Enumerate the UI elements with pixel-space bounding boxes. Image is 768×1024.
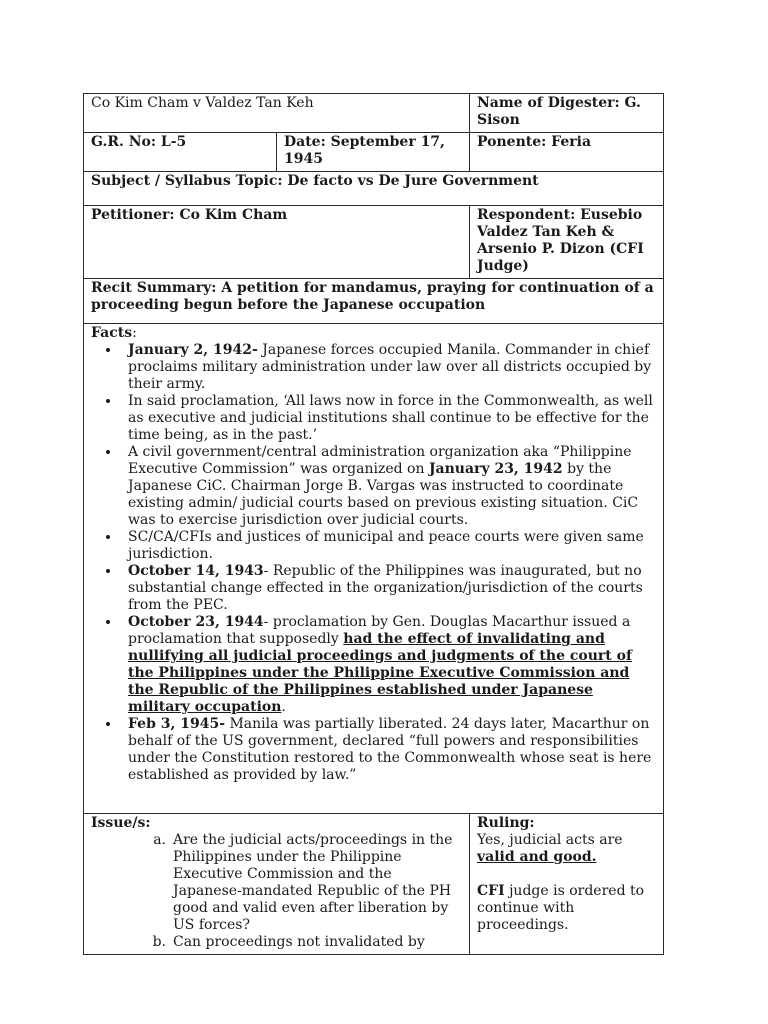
petitioner: Petitioner: Co Kim Cham <box>84 206 470 279</box>
subject-topic: Subject / Syllabus Topic: De facto vs De Jure Government <box>84 172 664 206</box>
issue-item: a. Are the judicial acts/proceedings in the Philippines under the Philippine Executive Commission and the Japanese-mandated Republic of the PH good and valid even after liberation by US forces? <box>153 832 453 933</box>
case-title: Co Kim Cham v Valdez Tan Keh <box>84 94 470 133</box>
facts-heading: Facts: <box>91 325 137 341</box>
issues-heading: Issue/s: <box>91 815 151 831</box>
fact-item: • October 23, 1944- proclamation by Gen. Douglas Macarthur issued a proclamation that supposedly had the effect of invalidating and nullifying all judicial proceedings and judgments of the court of the Philippines under the Philippine Executive Commission and the Republic of the Philippines established under Japanese military occupation. <box>121 614 656 716</box>
issue-item: b. Can proceedings not invalidated by <box>152 934 425 950</box>
ruling-heading: Ruling: <box>477 815 535 831</box>
fact-item: • In said proclamation, ‘All laws now in force in the Commonwealth, as well as executive and judicial institutions shall continue to be effective for the time being, as in the past.’ <box>121 393 656 444</box>
issues-list <box>91 832 462 951</box>
case-digest-table <box>83 93 664 955</box>
digester-name: Name of Digester: G. Sison <box>470 94 664 133</box>
ponente: Ponente: Feria <box>470 133 664 172</box>
case-date: Date: September 17, 1945 <box>277 133 470 172</box>
fact-item: • Feb 3, 1945- Manila was partially liberated. 24 days later, Macarthur on behalf of the US government, declared “full powers and responsibilities under the Constitution restored to the Commonwealth whose seat is here established as provided by law.” <box>121 716 656 784</box>
fact-item: • January 2, 1942- Japanese forces occupied Manila. Commander in chief proclaims military administration under law over all districts occupied by their army. <box>121 342 656 393</box>
ruling-order: CFI judge is ordered to continue with proceedings. <box>477 883 645 933</box>
recit-summary: Recit Summary: A petition for mandamus, praying for continuation of a proceeding begun before the Japanese occupation <box>84 279 664 324</box>
issues-section <box>84 814 470 955</box>
gr-number: G.R. No: L-5 <box>84 133 277 172</box>
ruling-section <box>470 814 664 955</box>
fact-item: • SC/CA/CFIs and justices of municipal and peace courts were given same jurisdiction. <box>121 529 656 563</box>
fact-item: • A civil government/central administration organization aka “Philippine Executive Commission” was organized on January 23, 1942 by the Japanese CiC. Chairman Jorge B. Vargas was instructed to coordinate existing admin/ judicial courts based on previous existing situation. CiC was to exercise jurisdiction over judicial courts. <box>121 444 656 529</box>
respondent: Respondent: Eusebio Valdez Tan Keh & Arsenio P. Dizon (CFI Judge) <box>470 206 664 279</box>
facts-section <box>84 324 664 814</box>
fact-item: • October 14, 1943- Republic of the Philippines was inaugurated, but no substantial change effected in the organization/jurisdiction of the courts from the PEC. <box>121 563 656 614</box>
ruling-valid: valid and good. <box>477 849 597 865</box>
facts-list <box>91 342 656 784</box>
ruling-line: Yes, judicial acts are <box>477 832 623 848</box>
